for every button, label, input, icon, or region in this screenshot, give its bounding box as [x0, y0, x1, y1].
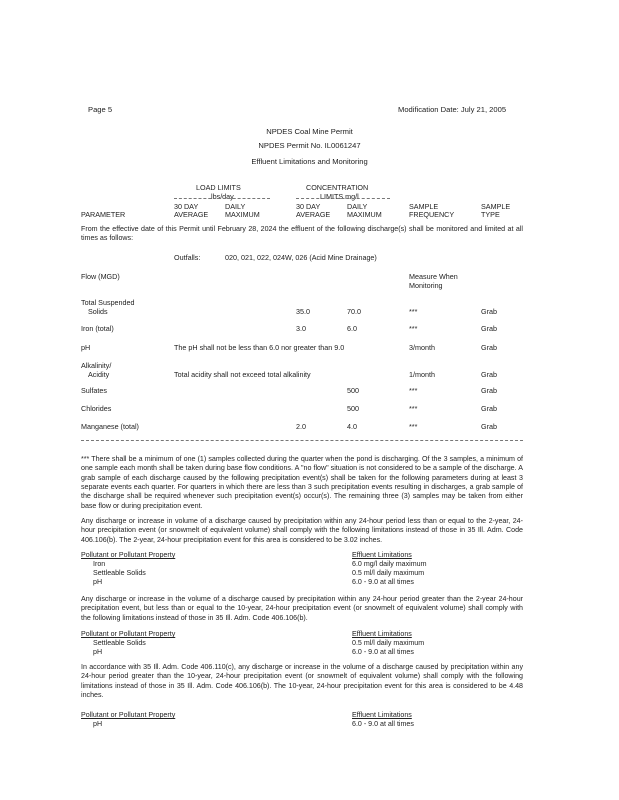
- effluent-heading: Effluent Limitations: [352, 711, 412, 719]
- parameter-note: Total acidity shall not exceed total alkalinity: [174, 370, 311, 379]
- list-item: pH: [93, 578, 103, 586]
- conc-daily-value: 6.0: [347, 324, 357, 333]
- sample-frequency: ***: [409, 404, 418, 413]
- over-ten-year-paragraph: In accordance with 35 Ill. Adm. Code 406.110(c), any discharge or increase in the volume of a discharge caused by precipitation within any 24-hour period greater than the 10-year, 24-hour precipitation event (or snowmelt of equivalent volume) shall comply with the following limitations instead of those in 35 Ill. Adm. Code 406.106(b). The 10-year, 24-hour precipitation event for this area is considered to be 4.48 inches.: [81, 663, 523, 700]
- parameter-name: Chlorides: [81, 404, 112, 413]
- load-rule: [174, 198, 270, 199]
- sample-frequency: ***: [409, 324, 418, 333]
- limits-list-2year: [81, 551, 523, 587]
- list-item: pH: [93, 648, 103, 656]
- sample-type: Grab: [481, 386, 497, 395]
- table-header: [0, 0, 619, 230]
- sample-type: Grab: [481, 307, 497, 316]
- parameter-name: Total Suspended: [81, 298, 135, 307]
- list-item: Iron: [93, 560, 106, 568]
- sample-type: Grab: [481, 324, 497, 333]
- parameter-name: Alkalinity/: [81, 361, 112, 370]
- list-item-value: 6.0 - 9.0 at all times: [352, 578, 414, 586]
- conc-daily-l2: MAXIMUM: [347, 210, 382, 219]
- parameter-name-2: Acidity: [88, 370, 110, 379]
- sample-type: Grab: [481, 343, 497, 352]
- document-title: NPDES Coal Mine Permit: [266, 127, 353, 136]
- limits-list-10year: [81, 630, 523, 658]
- ten-year-event-paragraph: Any discharge or increase in the volume of a discharge caused by precipitation within any 24-hour period greater than the 2-year 24-hour precipitation event, but less than or equal to the 10-year, 24-hour precipitation event (or snowmelt of equivalent volume) shall comply with the following limitations instead of those in 35 Ill. Adm. Code 406.106(b).: [81, 595, 523, 622]
- pollutant-heading: Pollutant or Pollutant Property: [81, 711, 176, 719]
- conc-daily-value: 500: [347, 404, 359, 413]
- parameter-name: Sulfates: [81, 386, 107, 395]
- conc-30day-value: 35.0: [296, 307, 310, 316]
- permit-number: NPDES Permit No. IL0061247: [258, 141, 361, 150]
- conc-daily-l1: DAILY: [347, 202, 368, 211]
- sample-type: Grab: [481, 422, 497, 431]
- freq-l1: SAMPLE: [409, 202, 439, 211]
- list-item: pH: [93, 720, 103, 728]
- page-number: Page 5: [88, 105, 113, 114]
- load-limits-heading: LOAD LIMITS: [196, 183, 241, 192]
- sample-type: Grab: [481, 370, 497, 379]
- intro-text: From the effective date of this Permit until February 28, 2024 the effluent of the following discharge(s) shall be monitored and limited at all times as follows:: [81, 225, 523, 243]
- parameter-heading: PARAMETER: [81, 210, 126, 219]
- list-item-value: 6.0 - 9.0 at all times: [352, 720, 414, 728]
- concentration-rule: [296, 198, 390, 199]
- sample-frequency: 3/month: [409, 343, 435, 352]
- conc-30day-l2: AVERAGE: [296, 210, 331, 219]
- effluent-heading: Effluent Limitations: [352, 630, 412, 638]
- freq-l2: FREQUENCY: [409, 210, 455, 219]
- list-item-value: 6.0 mg/l daily maximum: [352, 560, 427, 568]
- parameter-name: pH: [81, 343, 91, 352]
- pollutant-heading: Pollutant or Pollutant Property: [81, 630, 176, 638]
- list-item: Settleable Solids: [93, 639, 146, 647]
- parameter-name: Flow (MGD): [81, 272, 120, 281]
- load-30day-l2: AVERAGE: [174, 210, 209, 219]
- parameter-name: Manganese (total): [81, 422, 139, 431]
- load-daily-l1: DAILY: [225, 202, 246, 211]
- conc-daily-value: 4.0: [347, 422, 357, 431]
- conc-30day-l1: 30 DAY: [296, 202, 321, 211]
- parameter-name: Iron (total): [81, 324, 114, 333]
- sample-frequency: 1/month: [409, 370, 435, 379]
- pollutant-heading: Pollutant or Pollutant Property: [81, 551, 176, 559]
- modification-date: Modification Date: July 21, 2005: [398, 105, 507, 114]
- parameter-note: The pH shall not be less than 6.0 nor greater than 9.0: [174, 343, 345, 352]
- type-l2: TYPE: [481, 210, 500, 219]
- concentration-units: LIMITS mg/l: [320, 192, 359, 201]
- sample-frequency: ***: [409, 422, 418, 431]
- sample-type: Grab: [481, 404, 497, 413]
- section-title: Effluent Limitations and Monitoring: [251, 157, 368, 166]
- conc-daily-value: 500: [347, 386, 359, 395]
- two-year-event-paragraph: Any discharge or increase in volume of a discharge caused by precipitation within any 24-hour period less than or equal to the 2-year, 24-hour precipitation event (or snowmelt of equivalent volume) shall comply with the following limitations instead of those in 35 Ill. Adm. Code 406.106(b). The 2-year, 24-hour precipitation event for this area is considered to be 3.02 inches.: [81, 517, 523, 544]
- concentration-heading: CONCENTRATION: [306, 183, 369, 192]
- load-daily-l2: MAXIMUM: [225, 210, 260, 219]
- load-units: lbs/day: [211, 192, 234, 201]
- conc-30day-value: 2.0: [296, 422, 306, 431]
- limits-list-over10year: [81, 711, 523, 731]
- parameter-name-2: Solids: [88, 307, 108, 316]
- sample-frequency: ***: [409, 307, 418, 316]
- effluent-heading: Effluent Limitations: [352, 551, 412, 559]
- conc-daily-value: 70.0: [347, 307, 361, 316]
- outfalls-label: Outfalls:: [174, 253, 201, 262]
- list-item-value: 0.5 ml/l daily maximum: [352, 639, 425, 647]
- load-30day-l1: 30 DAY: [174, 202, 199, 211]
- list-item-value: 0.5 ml/l daily maximum: [352, 569, 425, 577]
- sample-frequency: Measure When: [409, 272, 458, 281]
- conc-30day-value: 3.0: [296, 324, 306, 333]
- sampling-paragraph: *** There shall be a minimum of one (1) samples collected during the quarter when the pond is discharging. Of the 3 samples, a minimum of one sample each month shall be taken during base flow conditions. A "no flow" situation is not considered to be a sample of the discharge. A grab sample of each discharge caused by the following precipitation event(s) shall be taken for the following parameters during at least 3 separate events each quarter. For quarters in which there are less than 3 such precipitation events resulting in discharges, a grab sample of the discharge shall be required whenever such precipitation event(s) occur(s). The remaining three (3) samples may be taken from either base flow or during precipitation event.: [81, 455, 523, 510]
- list-item: Settleable Solids: [93, 569, 146, 577]
- sample-frequency-2: Monitoring: [409, 281, 443, 290]
- section-divider: [81, 440, 523, 441]
- type-l1: SAMPLE: [481, 202, 511, 211]
- sample-frequency: ***: [409, 386, 418, 395]
- outfalls-value: 020, 021, 022, 024W, 026 (Acid Mine Drainage): [225, 253, 377, 262]
- list-item-value: 6.0 - 9.0 at all times: [352, 648, 414, 656]
